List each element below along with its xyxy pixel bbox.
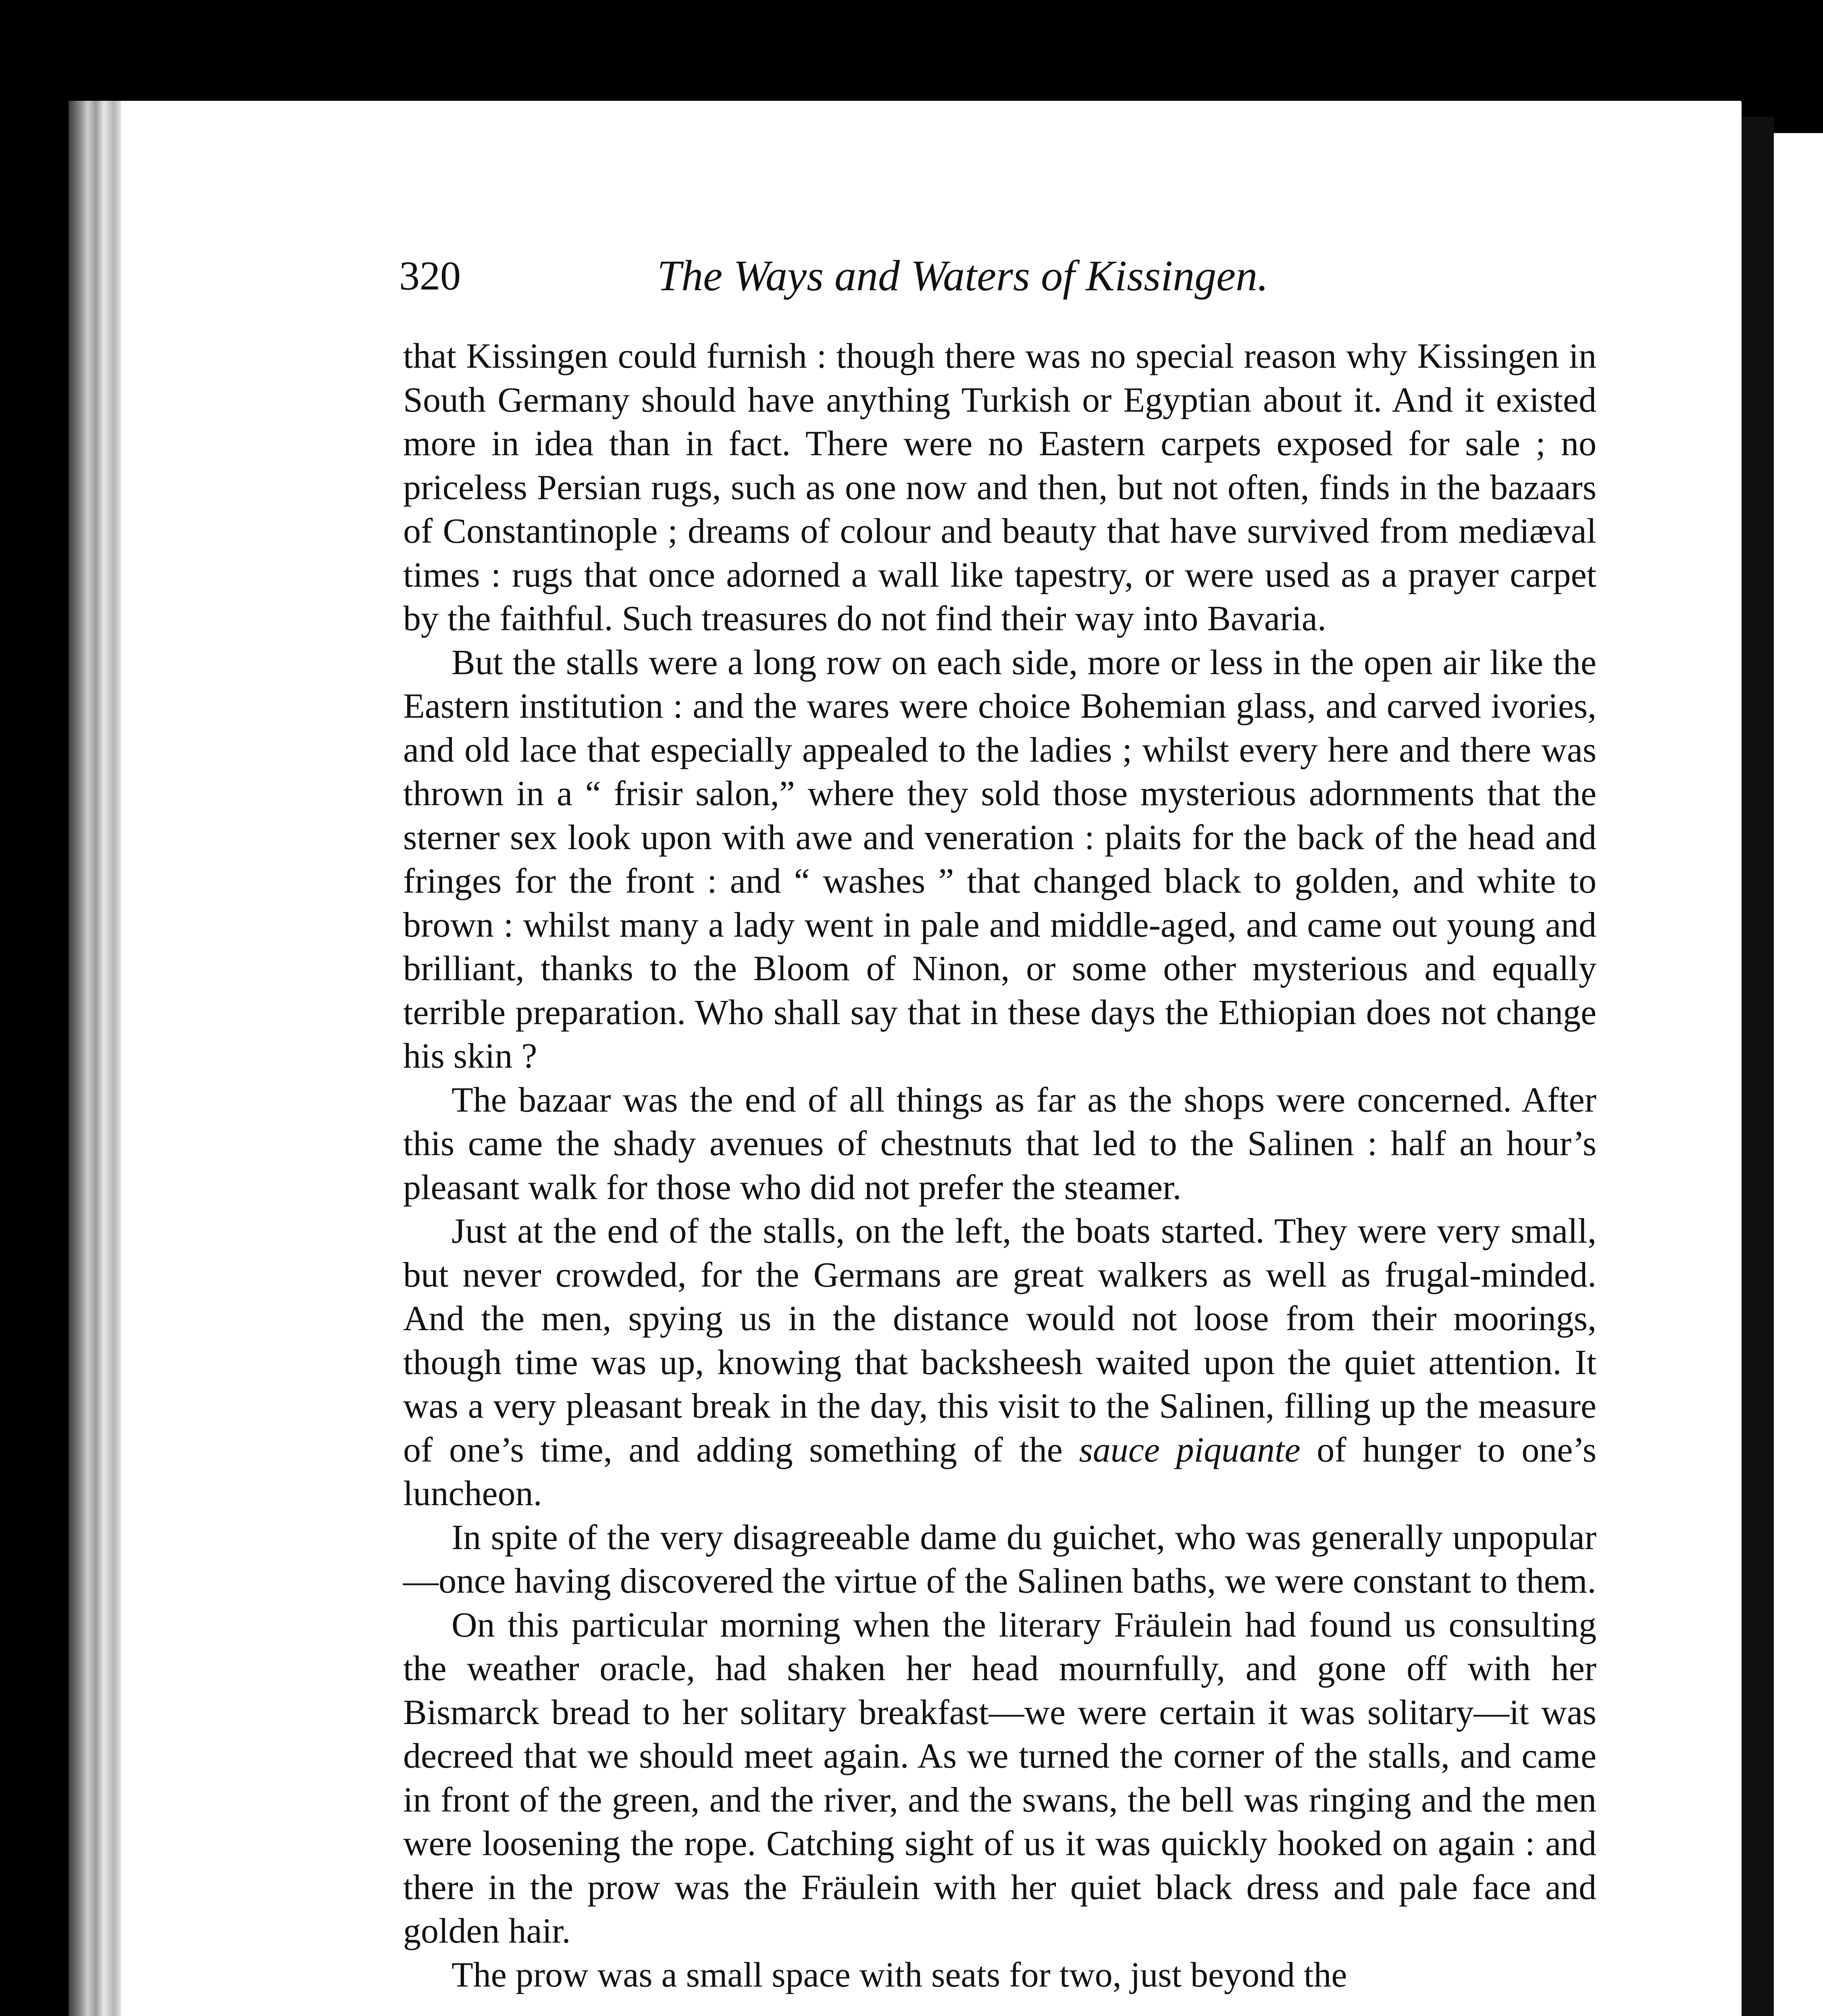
paragraph-1: that Kissingen could furnish : though there was no special reason why Kissingen in South Germany should have anything Turkish or Egyptian about it. And it existed more in idea than in fact. There were no Eastern carpets exposed for sale ; no priceless Persian rugs, such as one now and then, but not often, finds in the bazaars of Constantinople ; dreams of colour and beauty that have survived from mediæval times : rugs that once adorned a wall like tapestry, or were used as a prayer carpet by the faithful. Such treasures do not find their way into Bavaria. bbox=[403, 337, 1596, 638]
paragraph-4-text-after: of hunger to one’s luncheon. bbox=[403, 1430, 1597, 1513]
next-page-edge bbox=[1774, 133, 1823, 2016]
paragraph-4 bbox=[403, 1210, 1596, 1516]
paragraph-4-text-before: Just at the end of the stalls, on the left, the boats started. They were very small, but never crowded, for the Germans are great walkers as well as frugal-minded. And the men, spying us in the distance would not loose from their moorings, though time was up, knowing that backsheesh waited upon the quiet attention. It was a very pleasant break in the day, this visit to the Salinen, filling up the measure of one’s time, and adding something of the bbox=[403, 1212, 1596, 1470]
paragraph-2: But the stalls were a long row on each side, more or less in the open air like the Eastern institution : and the wares were choice Bohemian glass, and carved ivories, and old lace that especially appealed to the ladies ; whilst every here and there was thrown in a “ frisir salon,” where they sold those mysterious adornments that the sterner sex look upon with awe and veneration : plaits for the back of the head and fringes for the front : and “ washes ” that changed black to golden, and white to brown : whilst many a lady went in pale and middle-aged, and came out young and brilliant, thanks to the Bloom of Ninon, or some other mysterious and equally terrible preparation. Who shall say that in these days the Ethiopian does not change his skin ? bbox=[403, 643, 1596, 1076]
paragraph-7: The prow was a small space with seats for two, just beyond the bbox=[452, 1955, 1347, 1995]
page-number: 320 bbox=[399, 253, 461, 299]
paragraph-4-italic-phrase: sauce piquante bbox=[1079, 1430, 1301, 1470]
body-text bbox=[403, 335, 1596, 1997]
paragraph-5: In spite of the very disagreeable dame du guichet, who was generally unpopular—once having discovered the virtue of the Salinen baths, we were constant to them. bbox=[403, 1518, 1596, 1601]
page-right-shadow bbox=[1742, 117, 1774, 2016]
paragraph-6: On this particular morning when the literary Fräulein had found us consulting the weather oracle, had shaken her head mournfully, and gone off with her Bismarck bread to her solitary breakfast—we were certain it was solitary—it was decreed that we should meet again. As we turned the corner of the stalls, and came in front of the green, and the river, and the swans, the bell was ringing and the men were loosening the rope. Catching sight of us it was quickly hooked on again : and there in the prow was the Fräulein with her quiet black dress and pale face and golden hair. bbox=[403, 1605, 1596, 1951]
page-header bbox=[399, 250, 1600, 302]
running-title: The Ways and Waters of Kissingen. bbox=[657, 252, 1269, 300]
paragraph-3: The bazaar was the end of all things as far as the shops were concerned. After this came the shady avenues of chestnuts that led to the Salinen : half an hour’s pleasant walk for those who did not prefer the steamer. bbox=[403, 1080, 1596, 1207]
